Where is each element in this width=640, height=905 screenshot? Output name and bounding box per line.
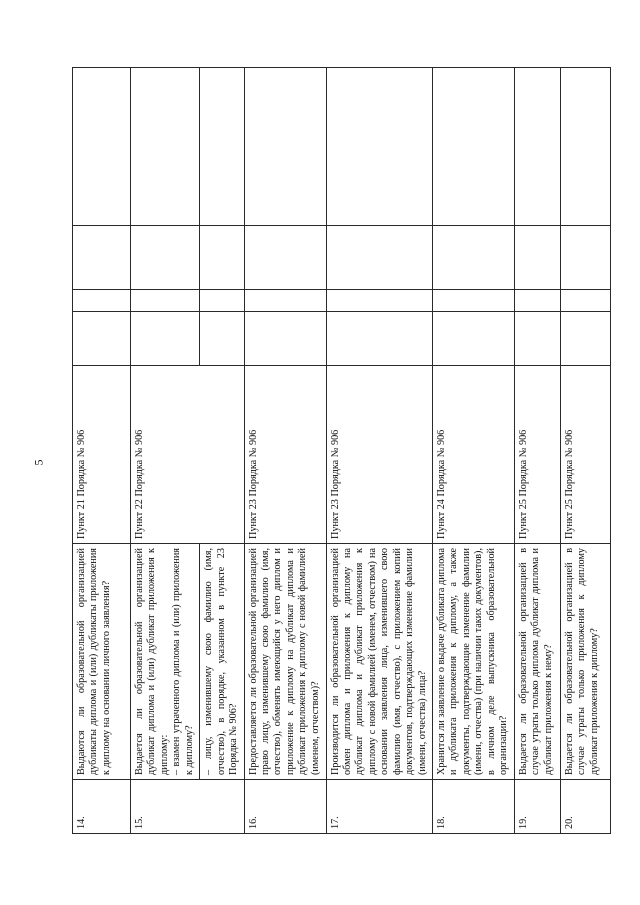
empty-cell: [561, 226, 611, 290]
question-text: Выдаются ли образовательной организацией дубликаты диплома и (или) дубликаты приложения к диплому на основании личного заявления?: [73, 544, 131, 780]
row-number: 15.: [131, 780, 245, 834]
empty-cell: [326, 290, 433, 312]
question-text: Выдается ли образовательной организацией в случае утраты только диплома дубликат диплома и дубликат приложения к нему?: [515, 544, 561, 780]
reference-text: Пункт 22 Порядка № 906: [131, 366, 245, 544]
empty-cell: [561, 312, 611, 366]
empty-cell: [244, 68, 326, 226]
empty-cell: [244, 312, 326, 366]
question-text: [131, 544, 200, 780]
empty-cell: [73, 68, 131, 226]
empty-cell: [433, 312, 515, 366]
empty-cell: [200, 290, 244, 312]
empty-cell: [433, 290, 515, 312]
empty-cell: [433, 68, 515, 226]
empty-cell: [131, 226, 200, 290]
question-text: Выдается ли образовательной организацией в случае утраты только приложения к диплому дубликат приложения к диплому?: [561, 544, 611, 780]
question-text: Хранится ли заявление о выдаче дубликата диплома и дубликата приложения к диплому, а также документы, подтверждающие изменение фамилии (имени, отчества) (при наличии таких документов), в личном деле выпускника образовательной организации?: [433, 544, 515, 780]
row-number: 20.: [561, 780, 611, 834]
empty-cell: [561, 68, 611, 226]
table-row: [515, 68, 561, 834]
empty-cell: [561, 290, 611, 312]
empty-cell: [131, 68, 200, 226]
page-number: 5: [31, 459, 46, 466]
empty-cell: [433, 226, 515, 290]
row-number: 19.: [515, 780, 561, 834]
empty-cell: [244, 226, 326, 290]
table-row: [244, 68, 326, 834]
empty-cell: [515, 226, 561, 290]
empty-cell: [515, 68, 561, 226]
empty-cell: [200, 226, 244, 290]
checklist-table: [72, 67, 611, 834]
row-number: 16.: [244, 780, 326, 834]
empty-cell: [131, 290, 200, 312]
empty-cell: [515, 312, 561, 366]
empty-cell: [73, 312, 131, 366]
empty-cell: [200, 68, 244, 226]
empty-cell: [515, 290, 561, 312]
row-number: 17.: [326, 780, 433, 834]
empty-cell: [326, 68, 433, 226]
table-row: [561, 68, 611, 834]
reference-text: Пункт 25 Порядка № 906: [561, 366, 611, 544]
question-sub-item: – лицу, изменившему свою фамилию (имя, отчество), в порядке, указанном в пункте 23 Порядка № 906?: [200, 544, 244, 780]
empty-cell: [326, 312, 433, 366]
reference-text: Пункт 23 Порядка № 906: [326, 366, 433, 544]
row-number: 14.: [73, 780, 131, 834]
reference-text: Пункт 23 Порядка № 906: [244, 366, 326, 544]
reference-text: Пункт 25 Порядка № 906: [515, 366, 561, 544]
question-sub-item: – взамен утраченного диплома и (или) приложения к диплому?: [171, 548, 195, 775]
question-lead: Выдается ли образовательной организацией дубликат диплома и (или) дубликат приложения к диплому:: [134, 548, 170, 775]
empty-cell: [131, 312, 200, 366]
empty-cell: [200, 312, 244, 366]
table-row: [326, 68, 433, 834]
table-row: [73, 68, 131, 834]
empty-cell: [73, 290, 131, 312]
question-text: Предоставляется ли образовательной организацией право лицу, изменившему свою фамилию (имя, отчество), обменять имеющийся у него диплом и приложение к диплому на дубликат диплома и дубликат приложения к диплому с новой фамилией (именем, отчеством)?: [244, 544, 326, 780]
empty-cell: [73, 226, 131, 290]
empty-cell: [244, 290, 326, 312]
reference-text: Пункт 24 Порядка № 906: [433, 366, 515, 544]
empty-cell: [326, 226, 433, 290]
reference-text: Пункт 21 Порядка № 906: [73, 366, 131, 544]
table-row: [433, 68, 515, 834]
table-row: [131, 68, 200, 834]
question-text: Производится ли образовательной организацией обмен диплома и приложения к диплому на дубликат диплома и дубликат приложения к диплому с новой фамилией (именем, отчеством) на основании заявления лица, изменившего свою фамилию (имя, отчество), с приложением копий документов, подтверждающих изменение фамилии (имени, отчества) лица?: [326, 544, 433, 780]
row-number: 18.: [433, 780, 515, 834]
